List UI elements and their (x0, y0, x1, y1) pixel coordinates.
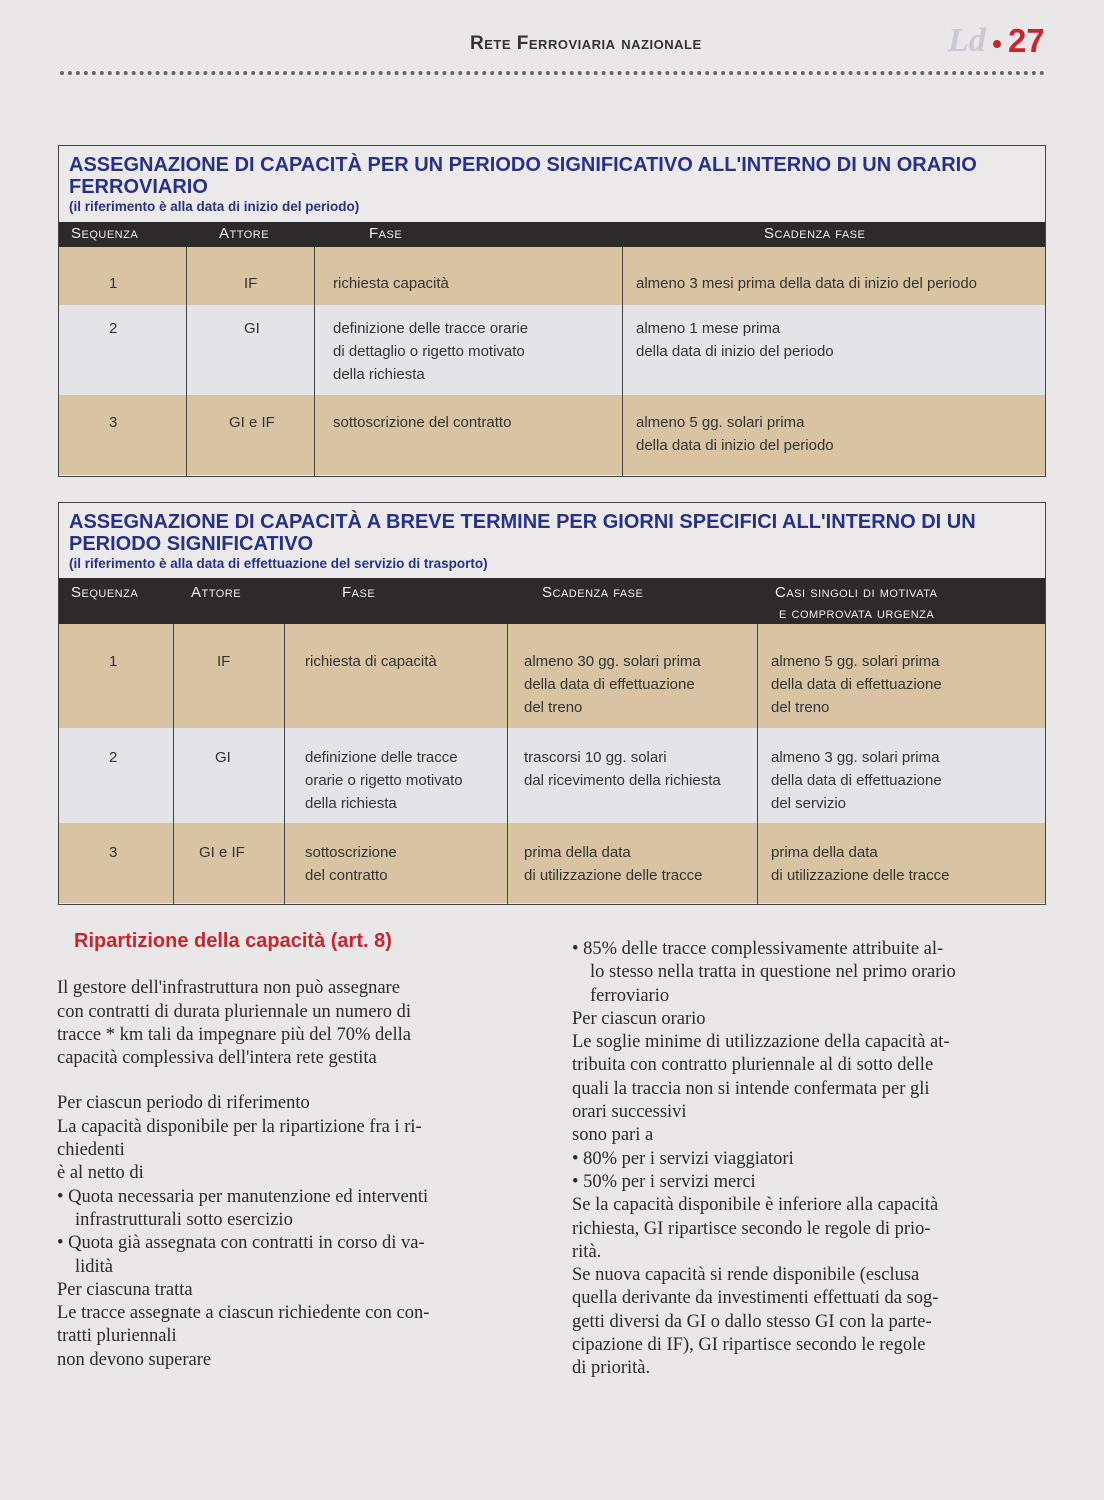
table1-header-deadline: Scadenza fase (764, 225, 866, 242)
paragraph-intro (57, 977, 532, 1070)
article-left-column (57, 930, 532, 1372)
row-actor: GI e IF (229, 414, 275, 431)
deadline-line: della data di inizio del periodo (636, 437, 834, 454)
column-divider (284, 624, 285, 904)
deadline-line: dal ricevimento della richiesta (524, 772, 721, 789)
text-line: La capacità disponibile per la ripartizione fra i ri- (57, 1116, 422, 1137)
text-line: rità. (572, 1241, 602, 1262)
table2-title-line2: PERIODO SIGNIFICATIVO (69, 533, 314, 555)
table2-header-actor: Attore (191, 584, 242, 601)
row-phase (305, 746, 463, 815)
row-deadline (524, 746, 721, 792)
column-divider (757, 624, 758, 904)
text-line: Per ciascun periodo di riferimento (57, 1093, 310, 1114)
table1-title-line1: ASSEGNAZIONE DI CAPACITÀ PER UN PERIODO SIGNIFICATIVO ALL'INTERNO DI UN ORARIO (69, 154, 977, 176)
text-line: quali la traccia non si intende confermata per gli (572, 1078, 930, 1099)
column-divider (314, 247, 315, 476)
table2-title-line1: ASSEGNAZIONE DI CAPACITÀ A BREVE TERMINE PER GIORNI SPECIFICI ALL'INTERNO DI UN (69, 511, 976, 533)
bullet-line: • Quota già assegnata con contratti in corso di va- (57, 1233, 425, 1254)
text-line: tribuita con contratto pluriennale al di sotto delle (572, 1055, 934, 1076)
text-line: cipazione di IF), GI ripartisce secondo le regole (572, 1335, 926, 1356)
urgent-line: prima della data (771, 844, 878, 861)
bullet-line: • Quota necessaria per manutenzione ed interventi (57, 1186, 429, 1207)
table-row (59, 624, 1045, 728)
deadline-line: della data di inizio del periodo (636, 343, 834, 360)
text-line: di priorità. (572, 1358, 651, 1379)
table2-subtitle: (il riferimento è alla data di effettuazione del servizio di trasporto) (69, 556, 488, 571)
row-phase: richiesta capacità (333, 275, 449, 292)
row-actor: IF (244, 275, 258, 292)
text-line: capacità complessiva dell'intera rete gestita (57, 1048, 377, 1069)
urgent-line: del treno (771, 699, 830, 716)
table2-header-sequence: Sequenza (71, 584, 139, 601)
deadline-line: almeno 30 gg. solari prima (524, 653, 701, 670)
phase-line: orarie o rigetto motivato (305, 772, 463, 789)
text-line: tratti pluriennali (57, 1326, 177, 1347)
row-sequence: 1 (109, 275, 118, 292)
bullet-line: • 50% per i servizi merci (572, 1171, 756, 1192)
deadline-line: almeno 5 gg. solari prima (636, 414, 805, 431)
column-divider (186, 247, 187, 476)
phase-line: definizione delle tracce orarie (333, 320, 529, 337)
urgent-line: di utilizzazione delle tracce (771, 867, 950, 884)
text-line: getti diversi da GI o dallo stesso GI con la parte- (572, 1311, 932, 1332)
table2-header-urgent-line1: Casi singoli di motivata (775, 584, 938, 601)
table1-header-row (59, 222, 1045, 247)
paragraph-gap (57, 1070, 532, 1092)
text-line: richiesta, GI ripartisce secondo le regole di prio- (572, 1218, 931, 1239)
text-line: tracce * km tali da impegnare più del 70% della (57, 1024, 411, 1045)
text-line: Le tracce assegnate a ciascun richiedente con con- (57, 1303, 430, 1324)
row-phase: richiesta di capacità (305, 653, 437, 670)
text-line: sono pari a (572, 1125, 654, 1146)
text-line: Per ciascuna tratta (57, 1279, 193, 1300)
row-sequence: 2 (109, 749, 118, 766)
deadline-line: prima della data (524, 844, 631, 861)
row-actor: IF (217, 653, 231, 670)
running-header-title: Rete Ferroviaria nazionale (470, 33, 702, 54)
header-divider (60, 71, 1045, 75)
table1-subtitle: (il riferimento è alla data di inizio del periodo) (69, 199, 360, 214)
text-line: è al netto di (57, 1163, 144, 1184)
phase-line: di dettaglio o rigetto motivato (333, 343, 525, 360)
text-line: con contratti di durata pluriennale un numero di (57, 1001, 411, 1022)
table2-header-urgent-line2: e comprovata urgenza (779, 605, 935, 622)
deadline-line: trascorsi 10 gg. solari (524, 749, 667, 766)
column-divider (173, 624, 174, 904)
phase-line: sottoscrizione (305, 844, 397, 861)
table-row (59, 395, 1045, 475)
bullet-continuation: lo stesso nella tratta in questione nel primo orario (590, 962, 956, 983)
table1-title (69, 154, 1045, 198)
text-line: Le soglie minime di utilizzazione della capacità at- (572, 1032, 950, 1053)
table-row (59, 823, 1045, 903)
phase-line: della richiesta (305, 795, 397, 812)
table1-header-sequence: Sequenza (71, 225, 139, 242)
phase-line: definizione delle tracce (305, 749, 458, 766)
row-phase: sottoscrizione del contratto (333, 414, 512, 431)
row-deadline: almeno 3 mesi prima della data di inizio del periodo (636, 275, 978, 292)
table-row (59, 728, 1045, 823)
urgent-line: della data di effettuazione (771, 676, 942, 693)
table-capacity-significant-period (58, 145, 1046, 477)
bullet-line: • 85% delle tracce complessivamente attribuite al- (572, 939, 944, 959)
row-deadline (524, 841, 702, 887)
urgent-line: almeno 5 gg. solari prima (771, 653, 940, 670)
table2-header-deadline: Scadenza fase (542, 584, 644, 601)
section-heading: Ripartizione della capacità (art. 8) (74, 930, 392, 952)
urgent-line: della data di effettuazione (771, 772, 942, 789)
row-deadline (636, 411, 834, 457)
phase-line: del contratto (305, 867, 388, 884)
text-line: Se nuova capacità si rende disponibile (esclusa (572, 1265, 920, 1286)
text-line: Il gestore dell'infrastruttura non può assegnare (57, 978, 400, 999)
deadline-line: della data di effettuazione (524, 676, 695, 693)
text-line: Per ciascun orario (572, 1008, 706, 1029)
text-line: Se la capacità disponibile è inferiore alla capacità (572, 1195, 939, 1216)
table2-header-phase: Fase (342, 584, 376, 601)
urgent-line: del servizio (771, 795, 847, 812)
text-line: orari successivi (572, 1102, 687, 1123)
column-divider (507, 624, 508, 904)
bullet-continuation: infrastrutturali sotto esercizio (75, 1209, 293, 1230)
column-divider (622, 247, 623, 476)
paragraph-period (57, 1092, 532, 1372)
deadline-line: almeno 1 mese prima (636, 320, 781, 337)
table2-title (69, 511, 1045, 555)
row-urgent (771, 841, 949, 887)
row-deadline (524, 650, 701, 719)
magazine-logo: Ld (948, 22, 986, 59)
row-actor: GI e IF (199, 844, 245, 861)
row-urgent (771, 746, 942, 815)
row-sequence: 2 (109, 320, 118, 337)
row-actor: GI (244, 320, 260, 337)
bullet-continuation: ferroviario (590, 985, 670, 1006)
deadline-line: del treno (524, 699, 583, 716)
table2-header-row (59, 578, 1045, 624)
row-sequence: 3 (109, 414, 118, 431)
article-right-column (572, 938, 1047, 1381)
table-capacity-short-term (58, 502, 1046, 905)
bullet-continuation: lidità (75, 1256, 114, 1277)
table1-header-phase: Fase (369, 225, 403, 242)
text-line: non devono superare (57, 1349, 212, 1370)
table1-header-actor: Attore (219, 225, 270, 242)
text-line: chiedenti (57, 1140, 125, 1161)
row-deadline (636, 317, 834, 363)
table-row (59, 305, 1045, 395)
deadline-line: di utilizzazione delle tracce (524, 867, 703, 884)
table-row (59, 247, 1045, 305)
page-number: 27 (1008, 22, 1045, 59)
row-phase (333, 317, 528, 386)
header-bullet (993, 40, 1001, 48)
table1-title-line2: FERROVIARIO (69, 176, 208, 198)
row-phase (305, 841, 397, 887)
urgent-line: almeno 3 gg. solari prima (771, 749, 940, 766)
bullet-line: • 80% per i servizi viaggiatori (572, 1148, 794, 1169)
phase-line: della richiesta (333, 366, 425, 383)
text-line: quella derivante da investimenti effettuati da sog- (572, 1288, 939, 1309)
row-actor: GI (215, 749, 231, 766)
row-urgent (771, 650, 942, 719)
row-sequence: 1 (109, 653, 118, 670)
row-sequence: 3 (109, 844, 118, 861)
